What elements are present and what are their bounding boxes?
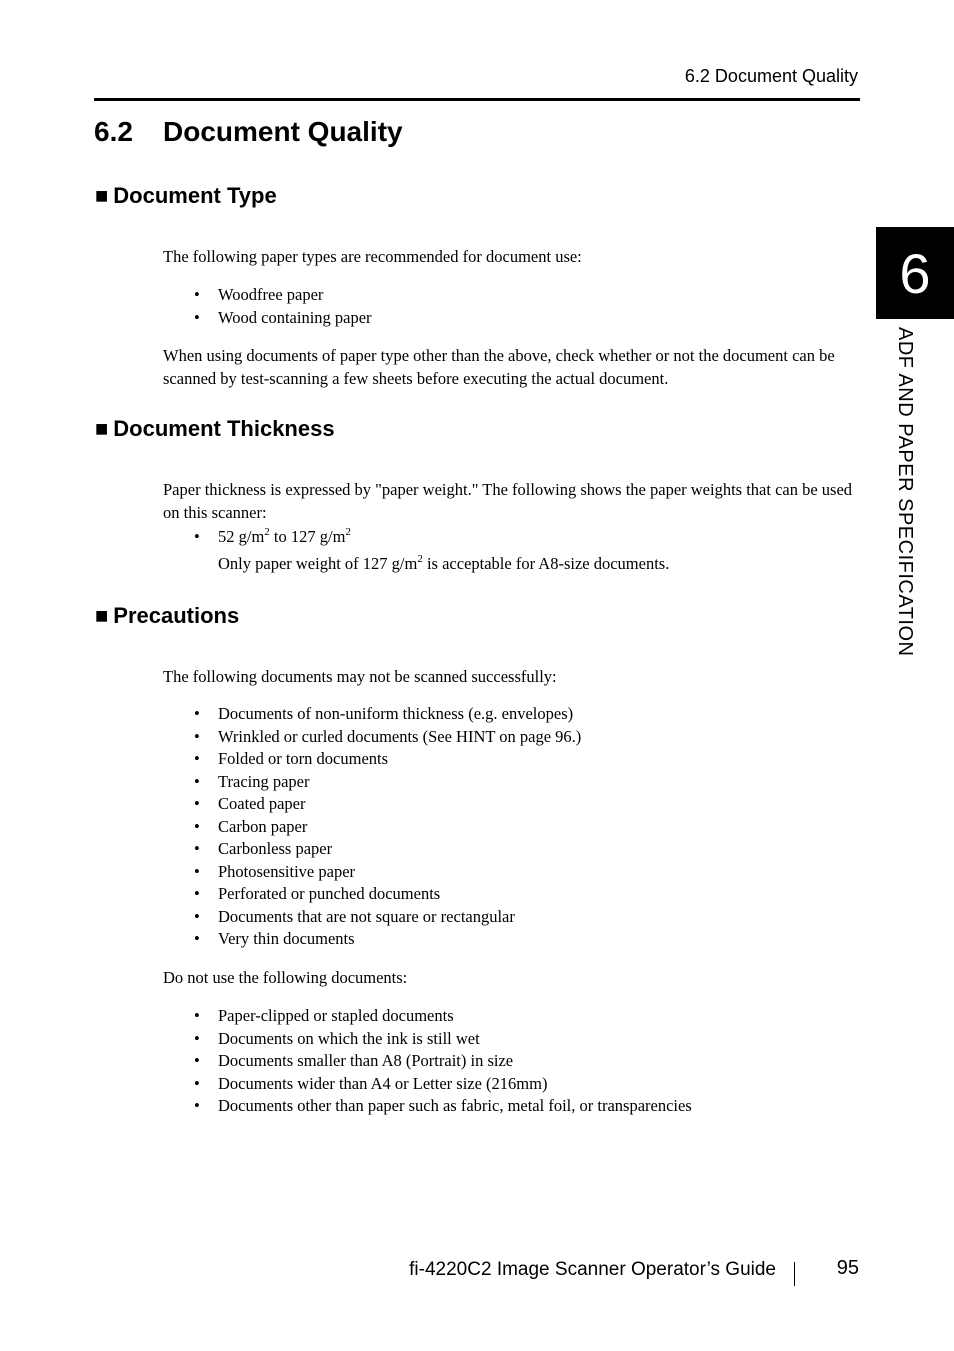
- footer-guide-title: fi-4220C2 Image Scanner Operator’s Guide: [409, 1259, 776, 1280]
- list-item: [163, 861, 581, 884]
- bullet-icon: •: [194, 861, 200, 881]
- note-text-before: Only paper weight of 127 g/m: [218, 554, 418, 573]
- list-item: [163, 1073, 692, 1096]
- page-number: 95: [836, 1257, 859, 1279]
- section-title-text: Document Quality: [163, 116, 403, 147]
- superscript: 2: [345, 525, 351, 538]
- precautions-intro-2: Do not use the following documents:: [163, 968, 408, 987]
- bullet-icon: •: [194, 794, 200, 813]
- list-item-text: Folded or torn documents: [218, 749, 389, 768]
- bullet-icon: •: [194, 929, 200, 948]
- bullet-icon: •: [194, 1073, 200, 1093]
- precautions-list-1: [163, 703, 581, 951]
- superscript: 2: [264, 525, 270, 538]
- document-type-list: [163, 284, 372, 329]
- precautions-list-2: [163, 1005, 692, 1118]
- running-header: 6.2 Document Quality: [684, 66, 858, 86]
- document-thickness-intro: Paper thickness is expressed by "paper weight." The following shows the paper weights that can be used on this scanner:: [163, 480, 853, 522]
- bullet-icon: •: [194, 1051, 200, 1070]
- list-item: [163, 703, 581, 726]
- precautions-intro-1: The following documents may not be scanned successfully:: [163, 667, 557, 686]
- list-item-text: Wood containing paper: [218, 307, 372, 327]
- list-item-text: Documents smaller than A8 (Portrait) in size: [218, 1051, 514, 1070]
- list-item: [163, 906, 581, 929]
- square-bullet-icon: ■: [95, 603, 109, 628]
- weight-range-to: to 127 g/m: [269, 527, 346, 546]
- chapter-number-tab: 6: [876, 227, 954, 319]
- document-thickness-heading: [95, 416, 335, 442]
- bullet-icon: •: [194, 771, 200, 791]
- document-type-intro: The following paper types are recommended for document use:: [163, 247, 582, 266]
- list-item-text: Perforated or punched documents: [218, 884, 441, 903]
- footer-separator: [794, 1262, 795, 1286]
- list-item-text: Documents that are not square or rectangular: [218, 906, 515, 926]
- bullet-icon: •: [194, 749, 200, 768]
- list-item: [163, 748, 581, 771]
- list-item-text: Documents on which the ink is still wet: [218, 1028, 480, 1048]
- bullet-icon: •: [194, 839, 200, 858]
- list-item-text: Tracing paper: [218, 771, 310, 791]
- list-item: [163, 771, 581, 794]
- precautions-heading: [95, 603, 239, 629]
- list-item-text: Documents of non-uniform thickness (e.g. envelopes): [218, 704, 574, 723]
- precautions-heading-text: Precautions: [113, 603, 240, 628]
- list-item-text: Documents other than paper such as fabric, metal foil, or transparencies: [218, 1096, 692, 1115]
- list-item: [163, 1005, 692, 1028]
- list-item-text: Photosensitive paper: [218, 861, 356, 881]
- list-item: [163, 1028, 692, 1051]
- list-item-text: Carbonless paper: [218, 839, 333, 858]
- list-item: [163, 526, 351, 549]
- bullet-icon: •: [194, 307, 200, 327]
- list-item: [163, 284, 372, 307]
- list-item-text: Woodfree paper: [218, 285, 324, 304]
- list-item-text: Coated paper: [218, 794, 306, 813]
- note-text-after: is acceptable for A8-size documents.: [422, 554, 670, 573]
- list-item: [163, 1050, 692, 1073]
- bullet-icon: •: [194, 527, 200, 546]
- chapter-title-vertical: ADF AND PAPER SPECIFICATION: [894, 327, 916, 657]
- bullet-icon: •: [194, 726, 200, 746]
- bullet-icon: •: [194, 1006, 200, 1025]
- document-thickness-heading-text: Document Thickness: [113, 416, 335, 441]
- section-title: [94, 116, 403, 148]
- section-number: 6.2: [94, 116, 133, 147]
- document-thickness-note: [218, 554, 669, 574]
- document-thickness-list: [163, 526, 351, 549]
- list-item-text: Wrinkled or curled documents (See HINT on page 96.): [218, 726, 582, 746]
- bullet-icon: •: [194, 906, 200, 926]
- bullet-icon: •: [194, 704, 200, 723]
- list-item: [163, 883, 581, 906]
- list-item: [163, 816, 581, 839]
- list-item: [163, 1095, 692, 1118]
- list-item: [163, 838, 581, 861]
- bullet-icon: •: [194, 285, 200, 304]
- list-item: [163, 928, 581, 951]
- square-bullet-icon: ■: [95, 183, 109, 208]
- header-rule: [94, 98, 860, 101]
- bullet-icon: •: [194, 884, 200, 903]
- weight-range-from: 52 g/m: [218, 527, 265, 546]
- list-item: [163, 793, 581, 816]
- bullet-icon: •: [194, 816, 200, 836]
- list-item-text: Very thin documents: [218, 929, 355, 948]
- document-type-heading: [95, 183, 277, 209]
- document-type-heading-text: Document Type: [113, 183, 277, 208]
- list-item: [163, 307, 372, 330]
- list-item-text: Documents wider than A4 or Letter size (216mm): [218, 1073, 548, 1093]
- list-item-text: Carbon paper: [218, 816, 308, 836]
- list-item-text: Paper-clipped or stapled documents: [218, 1006, 454, 1025]
- superscript: 2: [417, 552, 423, 565]
- bullet-icon: •: [194, 1028, 200, 1048]
- square-bullet-icon: ■: [95, 416, 109, 441]
- bullet-icon: •: [194, 1096, 200, 1115]
- document-type-note: When using documents of paper type other than the above, check whether or not the document can be scanned by test-scanning a few sheets before executing the actual document.: [163, 346, 835, 388]
- list-item: [163, 726, 581, 749]
